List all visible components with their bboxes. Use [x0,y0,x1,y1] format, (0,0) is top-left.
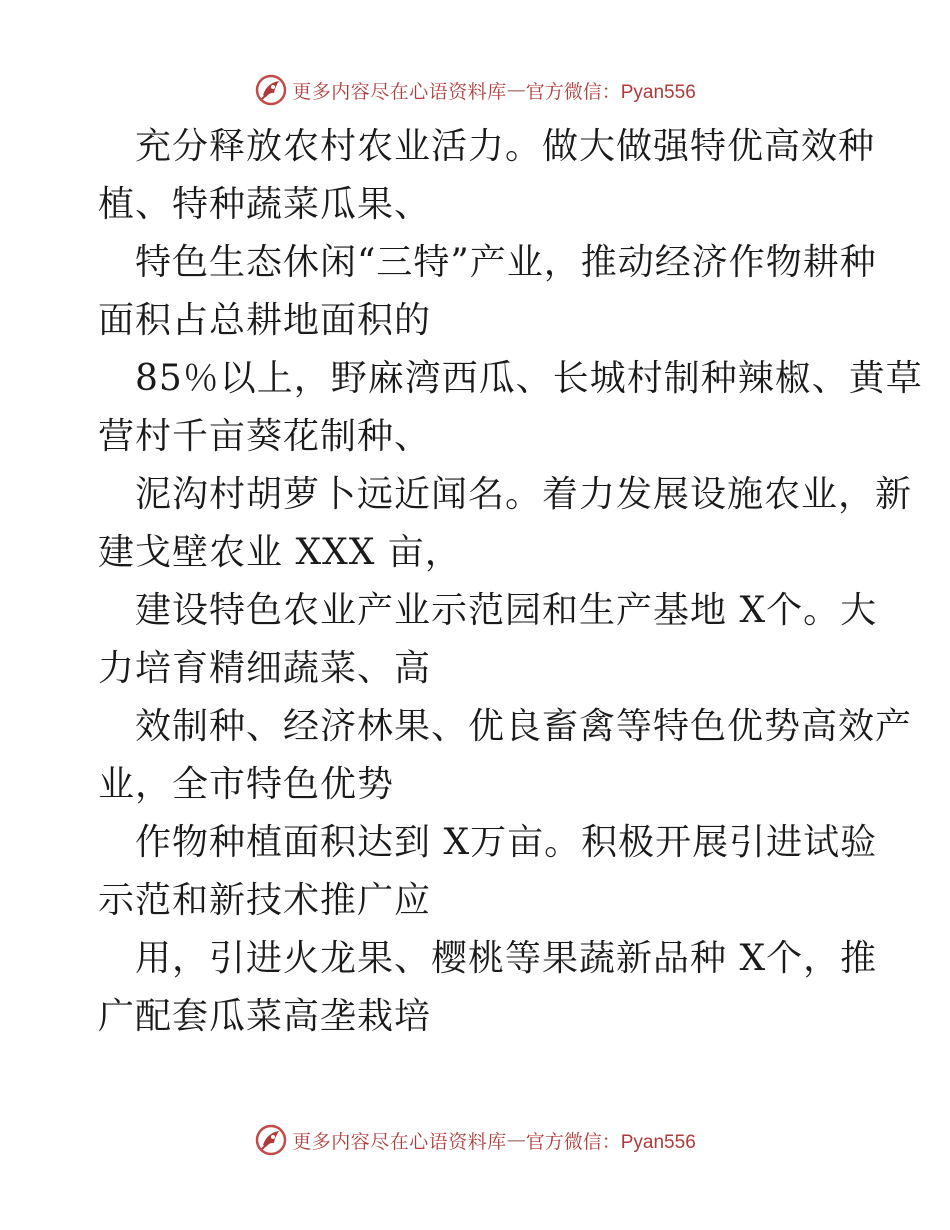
pen-nib-icon [254,1123,288,1157]
body-line-9: 建设特色农业产业示范园和生产基地 X个。大 [135,590,878,631]
footer-watermark [0,1120,950,1160]
body-line-5: 85％以上，野麻湾西瓜、长城村制种辣椒、黄草 [135,358,923,399]
body-line-6: 营村千亩葵花制种、 [98,416,432,457]
body-line-12: 业，全市特色优势 [98,764,395,805]
header-watermark [0,70,950,110]
body-line-8: 建戈壁农业 XXX 亩， [98,532,462,573]
body-line-2: 植、特种蔬菜瓜果、 [98,184,432,225]
watermark-separator: — [506,79,526,101]
body-line-14: 示范和新技术推广应 [98,880,432,921]
body-line-15: 用，引进火龙果、樱桃等果蔬新品种 X个，推 [135,938,878,979]
pen-nib-icon [254,73,288,107]
body-line-4: 面积占总耕地面积的 [98,300,432,341]
document-body [98,118,923,1046]
body-line-16: 广配套瓜菜高垄栽培 [98,996,432,1037]
body-line-7: 泥沟村胡萝卜远近闻名。着力发展设施农业，新 [135,474,913,515]
watermark-text: 更多内容尽在心语资料库 [292,1130,507,1153]
watermark-account: 官方微信：Pyan556 [525,1131,696,1153]
body-line-3: 特色生态休闲“三特”产业，推动经济作物耕种 [135,242,877,283]
body-line-13: 作物种植面积达到 X万亩。积极开展引进试验 [135,822,878,863]
watermark-separator: — [506,1129,526,1151]
body-line-1: 充分释放农村农业活力。做大做强特优高效种 [135,126,876,167]
body-line-10: 力培育精细蔬菜、高 [98,648,432,689]
body-line-11: 效制种、经济林果、优良畜禽等特色优势高效产 [135,706,913,747]
watermark-text: 更多内容尽在心语资料库 [292,80,507,103]
watermark-account: 官方微信：Pyan556 [525,81,696,103]
